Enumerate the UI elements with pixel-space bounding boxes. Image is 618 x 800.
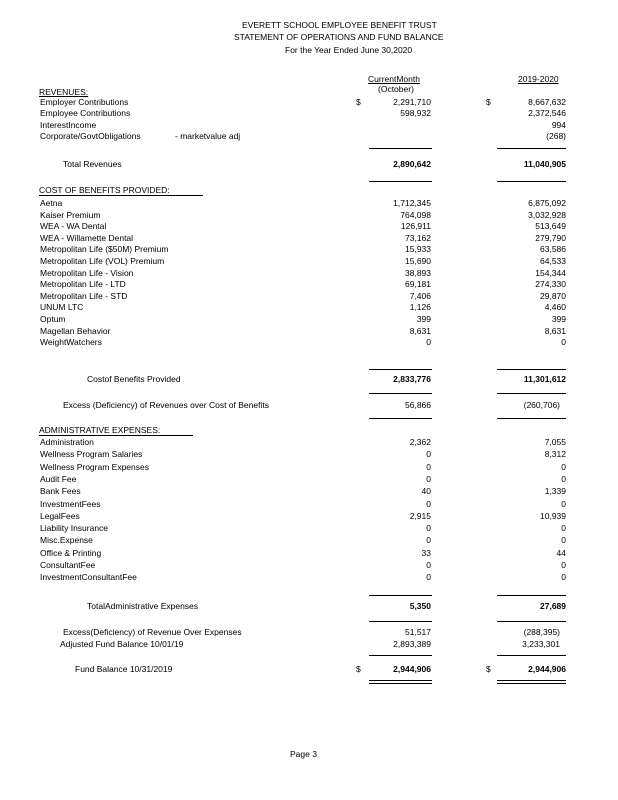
line-item-current: 1,712,345 bbox=[393, 198, 431, 208]
currency-symbol: $ bbox=[356, 664, 361, 674]
line-item-ytd: 154,344 bbox=[535, 267, 566, 278]
benefits-title: COST OF BENEFITS PROVIDED: bbox=[39, 185, 170, 195]
line-item-current: 38,893 bbox=[405, 267, 431, 278]
line-item-current: 2,362 bbox=[409, 437, 431, 447]
section-rule bbox=[497, 181, 566, 182]
cost-of-benefits-ytd: 11,301,612 bbox=[523, 374, 566, 384]
section-rule bbox=[369, 621, 432, 622]
line-item-ytd: 1,339 bbox=[544, 486, 566, 497]
line-item-ytd: 2,372,546 bbox=[528, 108, 566, 119]
line-item-ytd: 0 bbox=[561, 523, 566, 534]
line-item-label: Office & Printing bbox=[40, 547, 102, 558]
line-item-label: Misc.Expense bbox=[40, 535, 93, 546]
ytd-header: 2019-2020 bbox=[518, 74, 559, 84]
adjusted-fund-balance-current: 2,893,389 bbox=[393, 639, 431, 649]
line-item-ytd: 6,875,092 bbox=[528, 198, 566, 208]
line-item-current: 126,911 bbox=[400, 221, 431, 232]
line-item-current: 0 bbox=[426, 337, 431, 348]
fund-balance-label: Fund Balance 10/31/2019 bbox=[75, 664, 173, 674]
page-number: Page 3 bbox=[290, 749, 317, 759]
line-item-ytd: 994 bbox=[551, 119, 566, 130]
line-item-label: Metropolitan Life ($50M) Premium bbox=[40, 244, 169, 255]
line-item-ytd: 274,330 bbox=[535, 279, 566, 290]
section-rule bbox=[497, 418, 566, 419]
section-rule bbox=[369, 181, 432, 182]
line-item-label: Metropolitan Life - STD bbox=[40, 290, 128, 301]
line-item-label: Audit Fee bbox=[40, 473, 77, 484]
subtotal-rule bbox=[497, 148, 566, 149]
excess-over-benefits-ytd: (260,706) bbox=[523, 400, 560, 410]
line-item-label: InterestIncome bbox=[40, 119, 97, 130]
line-item-ytd: 0 bbox=[561, 473, 566, 484]
subtotal-rule bbox=[497, 655, 566, 656]
currency-symbol: $ bbox=[486, 664, 491, 674]
total-admin-label: TotalAdministrative Expenses bbox=[87, 601, 199, 611]
line-item-current: 15,690 bbox=[405, 256, 431, 266]
line-item-label: Employer Contributions bbox=[40, 97, 129, 107]
line-item-label: Metropolitan Life - LTD bbox=[40, 279, 126, 290]
line-item-ytd: 0 bbox=[561, 498, 566, 509]
line-item-label: InvestmentFees bbox=[40, 498, 101, 509]
total-revenues-current: 2,890,642 bbox=[393, 159, 431, 169]
admin-title-underline bbox=[39, 435, 193, 436]
line-item-ytd: 0 bbox=[561, 535, 566, 546]
line-item-ytd: 0 bbox=[561, 572, 566, 583]
excess-over-benefits-label: Excess (Deficiency) of Revenues over Cost of Benefits bbox=[63, 400, 269, 410]
subtotal-rule bbox=[497, 369, 566, 370]
line-item-current: 0 bbox=[426, 449, 431, 460]
line-item-current: 40 bbox=[421, 486, 431, 497]
line-item-ytd: 7,055 bbox=[544, 437, 566, 447]
fund-balance-ytd: 2,944,906 bbox=[528, 664, 566, 674]
line-item-label: WEA - WA Dental bbox=[40, 221, 107, 232]
current-month-subheader: (October) bbox=[378, 84, 414, 94]
report-title-line-1: EVERETT SCHOOL EMPLOYEE BENEFIT TRUST bbox=[242, 20, 437, 30]
line-item-label: Employee Contributions bbox=[40, 108, 131, 119]
line-item-current: 15,933 bbox=[405, 244, 431, 255]
line-item-label: Wellness Program Salaries bbox=[40, 449, 143, 460]
excess-over-expenses-current: 51,517 bbox=[405, 627, 431, 637]
line-item-ytd: 513,649 bbox=[535, 221, 566, 232]
report-period: For the Year Ended June 30,2020 bbox=[285, 45, 413, 55]
subtotal-rule bbox=[369, 595, 432, 596]
line-item-current: 764,098 bbox=[400, 209, 431, 220]
line-item-ytd: 4,460 bbox=[544, 302, 566, 313]
line-item-ytd: 8,631 bbox=[544, 325, 566, 336]
line-item-current: 0 bbox=[426, 535, 431, 546]
currency-symbol: $ bbox=[356, 97, 361, 107]
line-item-ytd: 8,312 bbox=[544, 449, 566, 460]
line-item-label: Aetna bbox=[40, 198, 63, 208]
adjusted-fund-balance-ytd: 3,233,301 bbox=[522, 639, 560, 649]
subtotal-rule bbox=[369, 655, 432, 656]
current-month-header: CurrentMonth bbox=[368, 74, 420, 84]
line-item-ytd: 10,939 bbox=[540, 510, 566, 521]
line-item-current: 0 bbox=[426, 461, 431, 472]
line-item-current: 73,162 bbox=[405, 232, 431, 243]
line-item-current: 2,915 bbox=[409, 510, 431, 521]
total-admin-ytd: 27,689 bbox=[540, 601, 566, 611]
line-item-label: Bank Fees bbox=[40, 486, 81, 497]
admin-title: ADMINISTRATIVE EXPENSES: bbox=[39, 425, 161, 435]
line-item-label: WEA - Willamette Dental bbox=[40, 232, 134, 243]
total-admin-current: 5,350 bbox=[409, 601, 431, 611]
revenues-title: REVENUES: bbox=[39, 87, 89, 97]
line-item-ytd: 0 bbox=[561, 560, 566, 570]
cost-of-benefits-label: Costof Benefits Provided bbox=[87, 374, 181, 384]
line-item-label: LegalFees bbox=[40, 510, 80, 521]
adjusted-fund-balance-label: Adjusted Fund Balance 10/01/19 bbox=[60, 639, 184, 649]
line-item-ytd: 29,870 bbox=[540, 290, 566, 301]
line-item-label: WeightWatchers bbox=[40, 337, 102, 348]
double-underline bbox=[497, 680, 566, 684]
line-item-label: Magellan Behavior bbox=[40, 325, 111, 336]
line-item-note: - marketvalue adj bbox=[175, 130, 241, 141]
subtotal-rule bbox=[369, 148, 432, 149]
line-item-current: 0 bbox=[426, 560, 431, 570]
line-item-label: Liability Insurance bbox=[40, 523, 109, 534]
line-item-label: Metropolitan Life - Vision bbox=[40, 267, 134, 278]
line-item-label: ConsultantFee bbox=[40, 560, 96, 570]
line-item-label: Kaiser Premium bbox=[40, 209, 101, 220]
line-item-current: 0 bbox=[426, 572, 431, 583]
line-item-label: Corporate/GovtObligations bbox=[40, 130, 141, 141]
excess-over-benefits-current: 56,866 bbox=[405, 400, 431, 410]
line-item-ytd: 64,533 bbox=[540, 256, 566, 266]
line-item-current: 399 bbox=[416, 314, 431, 324]
subtotal-rule bbox=[497, 595, 566, 596]
cost-of-benefits-current: 2,833,776 bbox=[393, 374, 431, 384]
line-item-current: 1,126 bbox=[409, 302, 431, 313]
subtotal-rule bbox=[369, 369, 432, 370]
line-item-ytd: 0 bbox=[561, 337, 566, 348]
section-rule bbox=[497, 621, 566, 622]
total-revenues-ytd: 11,040,905 bbox=[523, 159, 566, 169]
benefits-title-underline bbox=[39, 195, 203, 196]
line-item-current: 2,291,710 bbox=[393, 97, 431, 107]
line-item-ytd: 3,032,928 bbox=[528, 209, 566, 220]
line-item-current: 8,631 bbox=[409, 325, 431, 336]
line-item-ytd: (268) bbox=[546, 130, 566, 141]
report-title-line-2: STATEMENT OF OPERATIONS AND FUND BALANCE bbox=[234, 32, 444, 42]
section-rule bbox=[369, 418, 432, 419]
line-item-label: Optum bbox=[40, 314, 66, 324]
line-item-ytd: 0 bbox=[561, 461, 566, 472]
line-item-ytd: 63,586 bbox=[540, 244, 566, 255]
section-rule bbox=[497, 393, 566, 394]
section-rule bbox=[369, 393, 432, 394]
line-item-current: 7,406 bbox=[409, 290, 431, 301]
line-item-label: Wellness Program Expenses bbox=[40, 461, 149, 472]
line-item-ytd: 8,667,632 bbox=[528, 97, 566, 107]
line-item-ytd: 279,790 bbox=[535, 232, 566, 243]
line-item-current: 0 bbox=[426, 473, 431, 484]
line-item-current: 598,932 bbox=[400, 108, 431, 119]
line-item-ytd: 399 bbox=[551, 314, 566, 324]
line-item-current: 0 bbox=[426, 523, 431, 534]
line-item-current: 0 bbox=[426, 498, 431, 509]
line-item-label: UNUM LTC bbox=[40, 302, 84, 313]
excess-over-expenses-label: Excess(Deficiency) of Revenue Over Expenses bbox=[63, 627, 242, 637]
line-item-ytd: 44 bbox=[556, 547, 566, 558]
line-item-current: 33 bbox=[421, 547, 431, 558]
line-item-label: Administration bbox=[40, 437, 94, 447]
total-revenues-label: Total Revenues bbox=[63, 159, 122, 169]
fund-balance-current: 2,944,906 bbox=[393, 664, 431, 674]
line-item-label: InvestmentConsultantFee bbox=[40, 572, 137, 583]
excess-over-expenses-ytd: (288,395) bbox=[523, 627, 560, 637]
double-underline bbox=[369, 680, 432, 684]
currency-symbol: $ bbox=[486, 97, 491, 107]
line-item-label: Metropolitan Life (VOL) Premium bbox=[40, 256, 165, 266]
line-item-current: 69,181 bbox=[405, 279, 431, 290]
